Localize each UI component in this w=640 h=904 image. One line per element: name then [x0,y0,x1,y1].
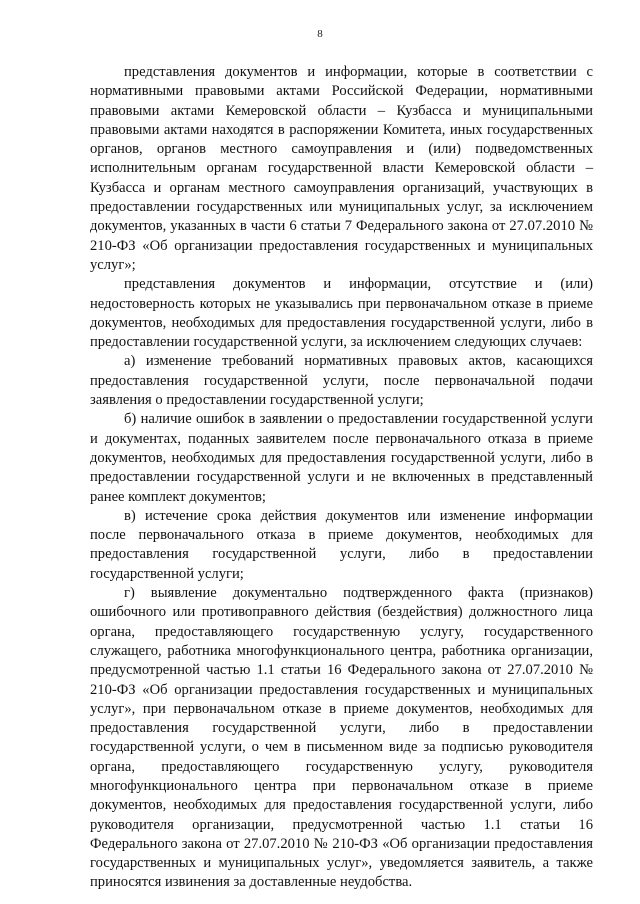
paragraph-documents-in-possession: представления документов и информации, которые в соответствии с нормативными правовыми актами Российской Федерации, нормативными правовыми актами Кемеровской области – Кузбасса и муниципальными правовыми актами находятся в распоряжении Комитета, иных государственных органов, органов местного самоуправления и (или) подведомственных исполнительным органам государственной власти Кемеровской области – Кузбасса и органам местного самоуправления организаций, участвующих в предоставлении государственных или муниципальных услуг, за исключением документов, указанных в части 6 статьи 7 Федерального закона от 27.07.2010 № 210-ФЗ «Об организации предоставления государственных и муниципальных услуг»; [90,64,593,273]
page-number: 8 [317,28,323,40]
paragraph-case-c: в) истечение срока действия документов или изменение информации после первоначального отказа в приеме документов, необходимых для предоставления государственной услуги, либо в предоставлении государственной услуги; [90,507,593,582]
paragraph-case-d: г) выявление документально подтвержденного факта (признаков) ошибочного или противоправного действия (бездействия) должностного лица органа, предоставляющего государственную услугу, государственного служащего, работника многофункционального центра, работника организации, предусмотренной частью 1.1 статьи 16 Федерального закона от 27.07.2010 № 210-ФЗ «Об организации предоставления государственных и муниципальных услуг», при первоначальном отказе в приеме документов, необходимых для предоставления государственной услуги, либо в предоставлении государственной услуги, о чем в письменном виде за подписью руководителя органа, предоставляющего государственную услугу, руководителя многофункционального центра при первоначальном отказе в приеме документов, необходимых для предоставления государственной услуги, либо руководителя организации, предусмотренной частью 1.1 статьи 16 Федерального закона от 27.07.2010 № 210-ФЗ «Об организации предоставления государственных и муниципальных услуг», уведомляется заявитель, а также приносятся извинения за доставленные неудобства. [90,585,593,891]
document-body [90,63,593,893]
paragraph-case-b: б) наличие ошибок в заявлении о предоставлении государственной услуги и документах, поданных заявителем после первоначального отказа в приеме документов, необходимых для предоставления государственной услуги, либо в предоставлении государственной услуги и не включенных в представленный ранее комплект документов; [90,411,593,505]
paragraph-case-a: а) изменение требований нормативных правовых актов, касающихся предоставления государственной услуги, после первоначальной подачи заявления о предоставлении государственной услуги; [90,353,593,409]
paragraph-documents-not-indicated: представления документов и информации, отсутствие и (или) недостоверность которых не указывались при первоначальном отказе в приеме документов, необходимых для предоставления государственной услуги, либо в предоставлении государственной услуги, за исключением следующих случаев: [90,276,593,351]
